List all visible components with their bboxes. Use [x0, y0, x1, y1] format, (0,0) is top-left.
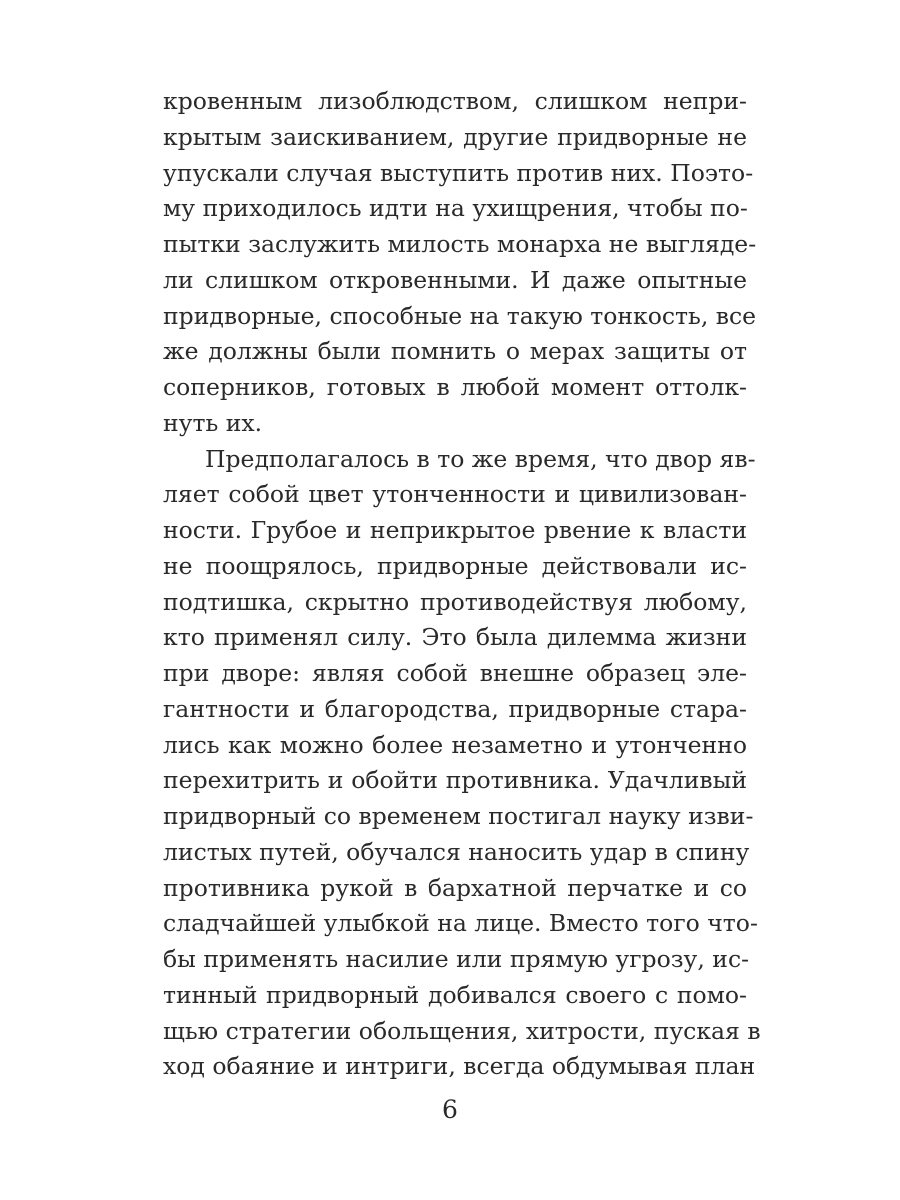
paragraph-2 — [163, 442, 761, 1086]
text-line: же должны были помнить о мерах защиты от — [163, 337, 747, 366]
text-line: гантности и благородства, придворные стара- — [163, 694, 747, 723]
text-line: пытки заслужить милость монарха не выгляде- — [163, 230, 757, 258]
text-line: противника рукой в бархатной перчатке и со — [163, 873, 747, 902]
text-line: подтишка, скрытно противодействуя любому, — [163, 587, 747, 616]
text-line: нуть их. — [163, 408, 263, 437]
text-line: придворный со временем постигал науку изви- — [163, 802, 754, 830]
text-line: кровенным лизоблюдством, слишком непри- — [163, 87, 747, 115]
text-line: кто применял силу. Это была дилемма жизни — [163, 623, 747, 652]
text-line: перехитрить и обойти противника. Удачливый — [163, 766, 747, 795]
text-line: лись как можно более незаметно и утонченно — [163, 730, 747, 759]
text-line: ляет собой цвет утонченности и цивилизован- — [163, 480, 747, 509]
text-line: Предполагалось в то же время, что двор яв- — [205, 444, 756, 473]
text-line: придворные, способные на такую тонкость, все — [163, 301, 757, 330]
body-text — [163, 84, 761, 1085]
text-line: сладчайшей улыбкой на лице. Вместо того что- — [163, 909, 758, 938]
page-number: 6 — [442, 1095, 458, 1124]
text-line: листых путей, обучался наносить удар в спину — [163, 837, 750, 866]
text-line: упускали случая выступить против них. Поэто- — [163, 158, 754, 187]
paragraph-1 — [163, 84, 757, 442]
text-line: крытым заискиванием, другие придворные не — [163, 122, 747, 151]
text-line: му приходилось идти на ухищрения, чтобы по- — [163, 194, 748, 223]
text-line: бы применять насилие или прямую угрозу, ис- — [163, 945, 750, 973]
text-line: щью стратегии обольщения, хитрости, пуская в — [163, 1016, 761, 1045]
text-line: не поощрялось, придворные действовали ис- — [163, 551, 747, 580]
text-line: ли слишком откровенными. И даже опытные — [163, 265, 747, 294]
text-line: ности. Грубое и неприкрытое рвение к власти — [163, 516, 747, 544]
text-line: тинный придворный добивался своего с помо- — [163, 980, 747, 1009]
text-line: при дворе: являя собой внешне образец эле- — [163, 659, 747, 687]
text-line: соперников, готовых в любой момент оттолк- — [163, 373, 747, 401]
text-line: ход обаяние и интриги, всегда обдумывая план — [163, 1052, 756, 1081]
